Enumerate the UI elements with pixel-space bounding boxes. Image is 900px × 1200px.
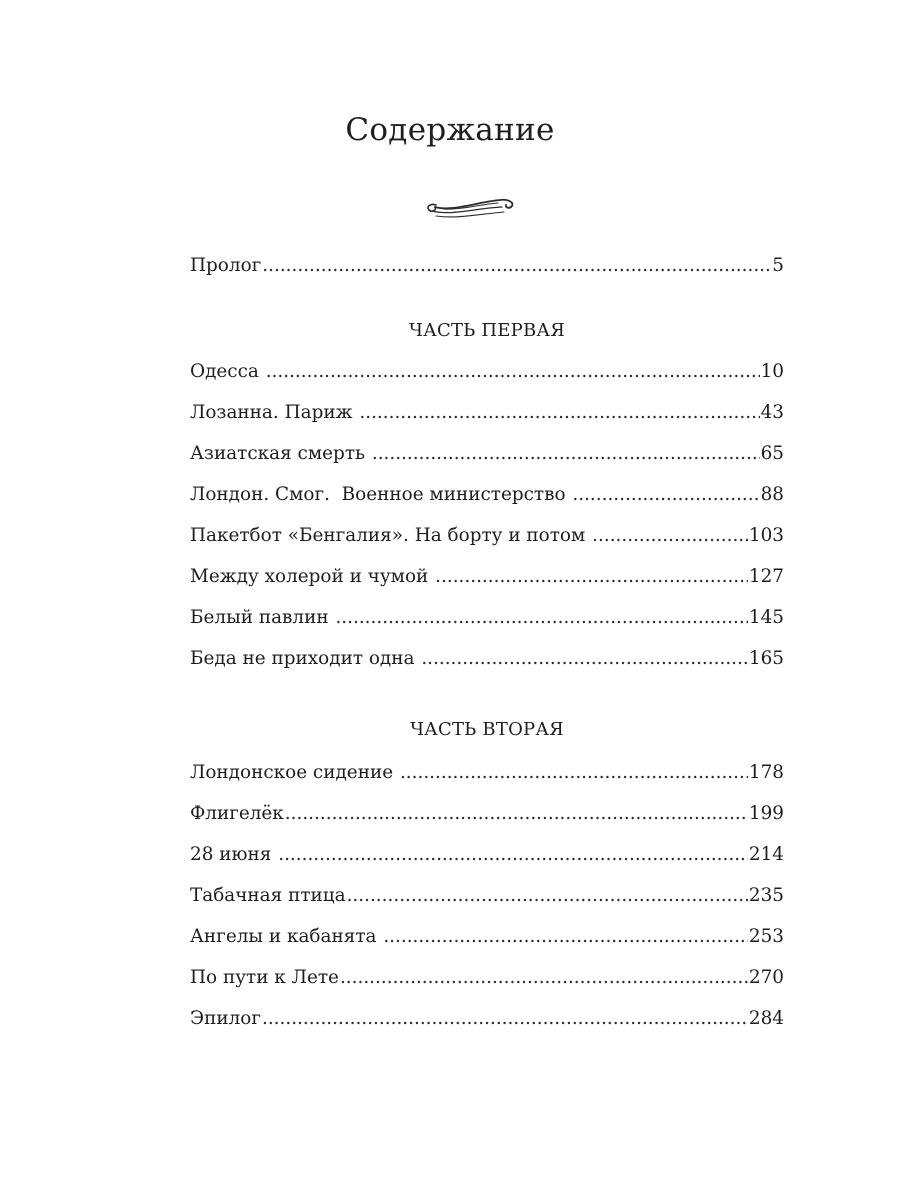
- dot-leader: [435, 564, 748, 590]
- scroll-flourish-icon: [422, 190, 518, 226]
- toc-entry[interactable]: [190, 605, 784, 631]
- toc-entry[interactable]: [190, 359, 784, 385]
- entry-page: 127: [748, 566, 784, 587]
- entry-title: Одесса: [190, 361, 265, 382]
- entry-title: Лондонское сидение: [190, 762, 399, 783]
- toc-entry-epilogue[interactable]: [190, 1006, 784, 1032]
- entry-page: 88: [760, 484, 784, 505]
- entry-page: 165: [748, 648, 784, 669]
- entry-title: Пролог: [190, 255, 262, 276]
- dot-leader: [383, 924, 748, 950]
- entry-title: Табачная птица: [190, 885, 346, 906]
- toc-entry-prologue[interactable]: [190, 253, 784, 279]
- entry-page: 270: [748, 967, 784, 988]
- entry-page: 284: [748, 1008, 784, 1029]
- toc-entry[interactable]: [190, 965, 784, 991]
- entry-page: 43: [760, 402, 784, 423]
- entry-title: Между холерой и чумой: [190, 566, 435, 587]
- dot-leader: [262, 253, 771, 279]
- part-two-heading: ЧАСТЬ ВТОРАЯ: [410, 719, 564, 740]
- entry-title: 28 июня: [190, 844, 278, 865]
- dot-leader: [572, 482, 759, 508]
- entry-title: Беда не приходит одна: [190, 648, 421, 669]
- entry-title: Белый павлин: [190, 607, 335, 628]
- dot-leader: [400, 760, 748, 786]
- entry-page: 214: [748, 844, 784, 865]
- toc-entry[interactable]: [190, 883, 784, 909]
- dot-leader: [592, 523, 748, 549]
- entry-title: Лозанна. Париж: [190, 402, 359, 423]
- dot-leader: [262, 1006, 748, 1032]
- toc-entry[interactable]: [190, 760, 784, 786]
- dot-leader: [285, 801, 748, 827]
- page-title: Содержание: [345, 112, 555, 148]
- dot-leader: [278, 842, 748, 868]
- toc-entry[interactable]: [190, 801, 784, 827]
- entry-title: Эпилог: [190, 1008, 261, 1029]
- entry-page: 235: [748, 885, 784, 906]
- dot-leader: [347, 883, 748, 909]
- toc-entry[interactable]: [190, 400, 784, 426]
- toc-entry[interactable]: [190, 842, 784, 868]
- toc-entry[interactable]: [190, 924, 784, 950]
- entry-title: Ангелы и кабанята: [190, 926, 383, 947]
- entry-title: Флигелёк: [190, 803, 284, 824]
- entry-page: 178: [748, 762, 784, 783]
- dot-leader: [372, 441, 760, 467]
- toc-entry[interactable]: [190, 523, 784, 549]
- entry-title: Пакетбот «Бенгалия». На борту и потом: [190, 525, 592, 546]
- entry-title: По пути к Лете: [190, 967, 339, 988]
- entry-title: Азиатская смерть: [190, 443, 371, 464]
- entry-page: 5: [772, 255, 784, 276]
- dot-leader: [340, 965, 748, 991]
- entry-page: 253: [748, 926, 784, 947]
- toc-entry[interactable]: [190, 441, 784, 467]
- entry-page: 145: [748, 607, 784, 628]
- dot-leader: [335, 605, 747, 631]
- entry-title: Лондон. Смог. Военное министерство: [190, 484, 572, 505]
- part-one-heading: ЧАСТЬ ПЕРВАЯ: [409, 320, 565, 341]
- toc-entry[interactable]: [190, 564, 784, 590]
- dot-leader: [421, 646, 748, 672]
- entry-page: 103: [748, 525, 784, 546]
- toc-entry[interactable]: [190, 482, 784, 508]
- dot-leader: [266, 359, 760, 385]
- dot-leader: [359, 400, 759, 426]
- entry-page: 10: [760, 361, 784, 382]
- entry-page: 65: [760, 443, 784, 464]
- entry-page: 199: [748, 803, 784, 824]
- toc-entry[interactable]: [190, 646, 784, 672]
